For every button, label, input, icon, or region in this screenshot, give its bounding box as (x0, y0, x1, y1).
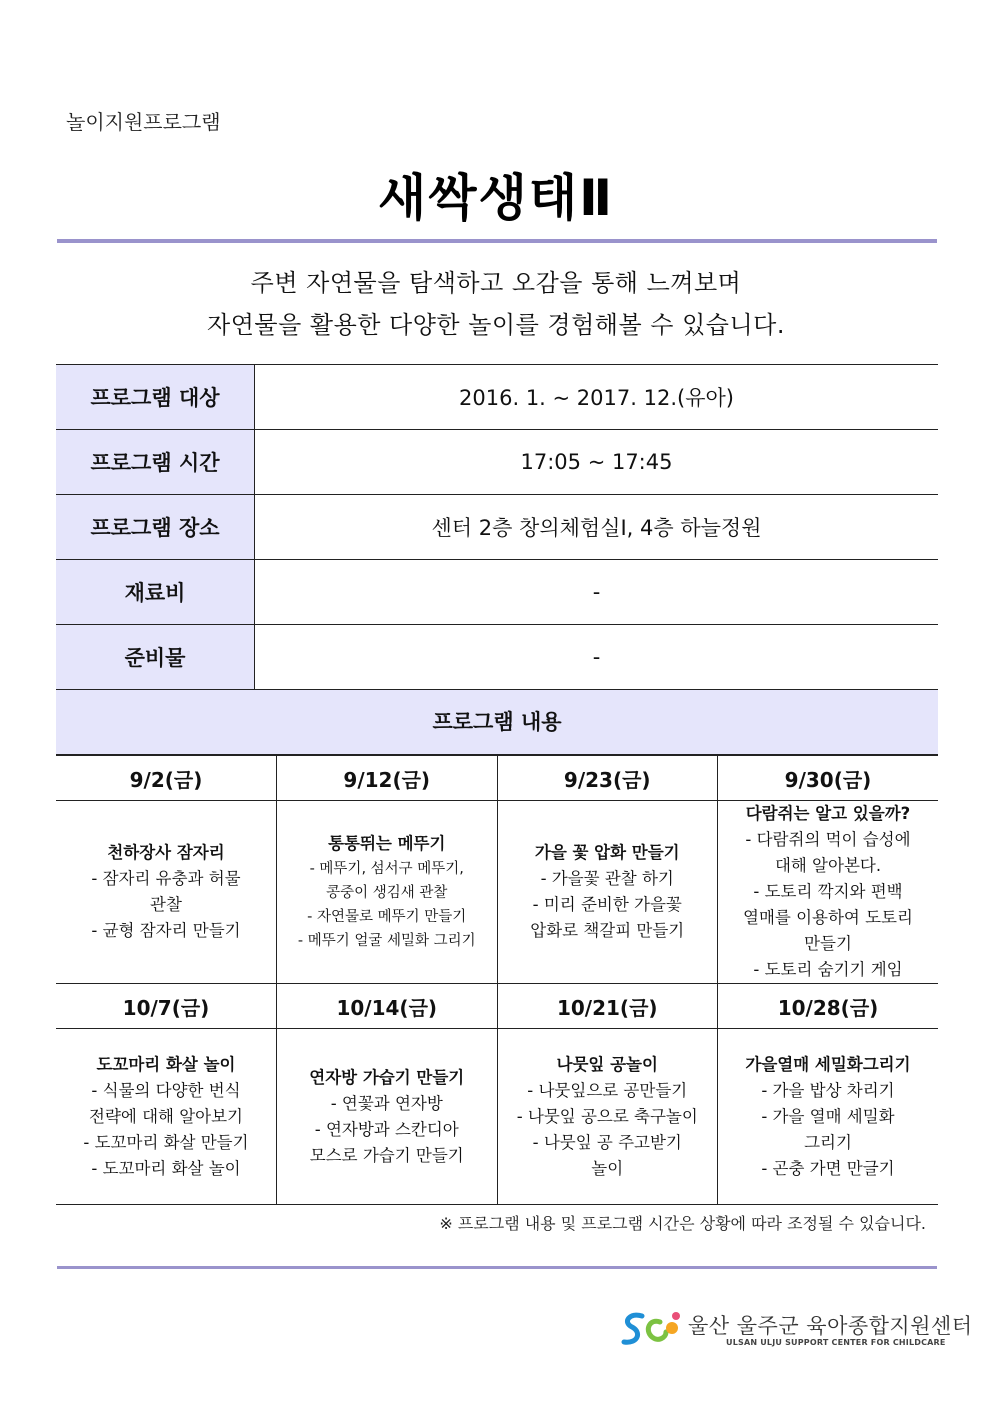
schedule-note: ※ 프로그램 내용 및 프로그램 시간은 상황에 따라 조정될 수 있습니다. (439, 1214, 926, 1233)
org-english-name: ULSAN ULJU SUPPORT CENTER FOR CHILDCARE (726, 1338, 946, 1347)
activity-line: - 메뚜기, 섬서구 메뚜기, (309, 861, 464, 877)
activity-line: - 다람쥐의 먹이 습성에 (745, 830, 911, 849)
activity-line: - 연자방과 스칸디아 (314, 1119, 459, 1139)
info-label: 준비물 (56, 625, 255, 690)
schedule-header: 프로그램 내용 (56, 690, 938, 755)
program-category: 놀이지원프로그램 (66, 110, 221, 134)
activity-line: - 나뭇잎으로 공만들기 (527, 1080, 688, 1100)
info-row-time (56, 430, 938, 495)
activity-line: 콩중이 생김새 관찰 (326, 885, 448, 901)
top-divider (57, 239, 937, 243)
info-value: 17:05 ~ 17:45 (255, 430, 939, 495)
info-label: 프로그램 대상 (56, 365, 255, 430)
activity-line: - 가을꽃 관찰 하기 (540, 869, 674, 888)
program-info-table (56, 364, 938, 690)
activity-title: 도꼬마리 화살 놀이 (96, 1054, 236, 1074)
activity-title: 가을 꽃 압화 만들기 (534, 843, 680, 862)
activity-line: - 도꼬마리 화살 놀이 (91, 1158, 241, 1178)
session-date: 9/23(금) (497, 756, 718, 801)
activity-row (56, 801, 938, 984)
activity-line: - 메뚜기 얼굴 세밀화 그리기 (297, 933, 476, 949)
activity-title: 통통뛰는 메뚜기 (328, 834, 446, 853)
session-activity (497, 1029, 718, 1205)
session-date: 9/30(금) (718, 756, 939, 801)
info-value: - (255, 625, 939, 690)
activity-line: 모스로 가습기 만들기 (309, 1145, 464, 1165)
bottom-divider (57, 1266, 937, 1269)
schedule-table (56, 755, 938, 1205)
activity-line: - 가을 밥상 차리기 (761, 1080, 895, 1100)
intro-text (0, 262, 992, 346)
activity-line: 관찰 (150, 895, 182, 914)
activity-line: - 잠자리 유충과 허물 (91, 869, 241, 888)
center-logo (620, 1308, 973, 1352)
activity-line: - 가을 열매 세밀화 (761, 1106, 895, 1126)
activity-line: 전략에 대해 알아보기 (89, 1106, 243, 1126)
info-label: 프로그램 장소 (56, 495, 255, 560)
activity-line: 놀이 (591, 1158, 624, 1178)
date-row (56, 984, 938, 1029)
date-row (56, 756, 938, 801)
info-value: 센터 2층 창의체험실Ⅰ, 4층 하늘정원 (255, 495, 939, 560)
activity-line: 대해 알아본다. (774, 856, 882, 875)
info-row-fee (56, 560, 938, 625)
activity-line: - 나뭇잎 공 주고받기 (532, 1132, 682, 1152)
org-name: 울산 울주군 육아종합지원센터 (688, 1314, 973, 1338)
session-activity (718, 801, 939, 984)
center-emblem-icon (620, 1308, 682, 1350)
activity-line: 그리기 (804, 1132, 852, 1152)
session-date: 10/28(금) (718, 984, 939, 1029)
activity-title: 나뭇잎 공놀이 (556, 1054, 658, 1074)
activity-row (56, 1029, 938, 1205)
info-row-location (56, 495, 938, 560)
activity-line: - 도토리 깍지와 편백 (753, 882, 903, 901)
activity-line: 열매를 이용하여 도토리 (743, 908, 913, 927)
activity-line: - 균형 잠자리 만들기 (91, 921, 241, 940)
session-date: 9/12(금) (277, 756, 498, 801)
activity-line: - 식물의 다양한 번식 (91, 1080, 241, 1100)
activity-title: 천하장사 잠자리 (107, 843, 225, 862)
activity-line: - 미리 준비한 가을꽃 (532, 895, 682, 914)
page-title: 새싹생태Ⅱ (377, 169, 615, 227)
session-activity (56, 1029, 277, 1205)
session-date: 10/7(금) (56, 984, 277, 1029)
session-activity (718, 1029, 939, 1205)
intro-line-1: 주변 자연물을 탐색하고 오감을 통해 느껴보며 (250, 269, 742, 297)
activity-title: 다람쥐는 알고 있을까? (745, 804, 911, 823)
session-activity (277, 801, 498, 984)
activity-line: - 곤충 가면 만글기 (761, 1158, 895, 1178)
info-label: 재료비 (56, 560, 255, 625)
activity-title: 연자방 가습기 만들기 (309, 1067, 465, 1087)
activity-line: 압화로 책갈피 만들기 (530, 921, 685, 940)
info-row-supplies (56, 625, 938, 690)
intro-line-2: 자연물을 활용한 다양한 놀이를 경험해볼 수 있습니다. (207, 311, 785, 339)
activity-title: 가을열매 세밀화그리기 (745, 1054, 911, 1074)
info-row-target (56, 365, 938, 430)
activity-line: - 도토리 숨기기 게임 (753, 960, 903, 979)
activity-line: - 도꼬마리 화살 만들기 (83, 1132, 249, 1152)
session-date: 10/21(금) (497, 984, 718, 1029)
session-activity (277, 1029, 498, 1205)
info-value: - (255, 560, 939, 625)
session-date: 9/2(금) (56, 756, 277, 801)
activity-line: - 자연물로 메뚜기 만들기 (307, 909, 467, 925)
activity-line: - 나뭇잎 공으로 축구놀이 (516, 1106, 698, 1126)
session-activity (497, 801, 718, 984)
info-value: 2016. 1. ~ 2017. 12.(유아) (255, 365, 939, 430)
activity-line: - 연꽃과 연자방 (330, 1093, 443, 1113)
session-date: 10/14(금) (277, 984, 498, 1029)
activity-line: 만들기 (804, 934, 852, 953)
info-label: 프로그램 시간 (56, 430, 255, 495)
session-activity (56, 801, 277, 984)
